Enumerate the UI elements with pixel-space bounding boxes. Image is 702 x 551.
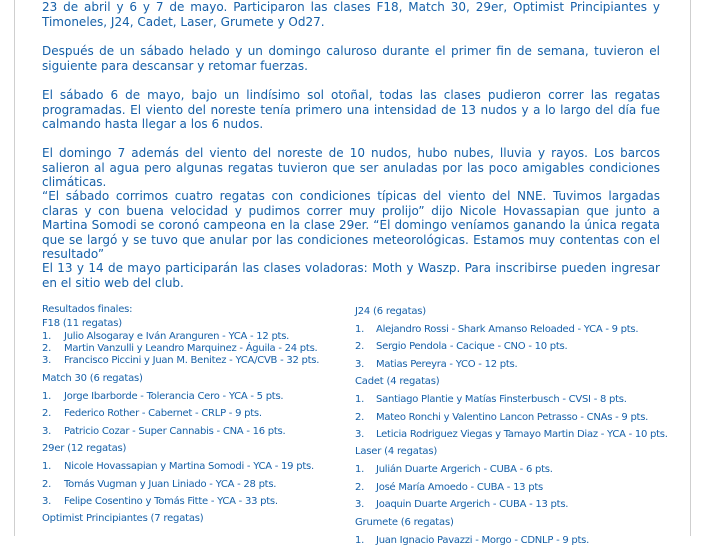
result-text: Juan Ignacio Pavazzi - Morgo - CDNLP - 9 pts.: [376, 534, 590, 546]
result-text: Felipe Cosentino y Tomás Fitte - YCA - 33 pts.: [64, 495, 278, 507]
result-text: Santiago Plantie y Matías Finsterbusch - CVSI - 8 pts.: [376, 394, 627, 406]
class-heading: F18 (11 regatas): [42, 318, 122, 329]
result-text: Julián Duarte Argerich - CUBA - 6 pts.: [376, 464, 553, 476]
results-title: Resultados finales:: [42, 304, 133, 315]
class-heading: Match 30 (6 regatas): [42, 373, 143, 384]
article-paragraph-quote: “El sábado corrimos cuatro regatas con condiciones típicas del viento del NNE. Tuvimos largadas claras y con buena velocidad y pudimos correr muy prolijo” dijo Nicole Hovassapian que junto a Martina Somodi se coronó campeona en la clase 29er. “El domingo veníamos ganando la única regata que se largó y se tuvo que anular por las condiciones meteorológicas. Estamos muy contentas con el resultado”: [42, 189, 660, 262]
result-rank: 2.: [42, 343, 52, 354]
result-text: Nicole Hovassapian y Martina Somodi - YCA - 19 pts.: [64, 461, 314, 473]
result-rank: 3.: [355, 499, 365, 511]
result-item: [355, 534, 695, 547]
result-rank: 1.: [355, 394, 365, 406]
result-rank: 3.: [42, 495, 52, 507]
result-text: Francisco Piccini y Juan M. Benitez - YCA/CVB - 32 pts.: [64, 355, 320, 366]
result-rank: 1.: [355, 464, 365, 476]
result-rank: 1.: [42, 391, 52, 402]
result-item: [42, 343, 347, 355]
result-text: Patricio Cozar - Super Cannabis - CNA - 16 pts.: [64, 425, 286, 437]
result-list: [42, 390, 347, 438]
class-heading: 29er (12 regatas): [42, 443, 127, 455]
result-item: [42, 390, 347, 403]
result-rank: 3.: [355, 358, 365, 370]
result-text: Federico Rother - Cabernet - CRLP - 9 pts.: [64, 408, 262, 420]
result-text: Alejandro Rossi - Shark Amanso Reloaded - YCA - 9 pts.: [376, 324, 639, 335]
result-list: [42, 331, 347, 367]
results-left-column: [42, 303, 347, 526]
result-rank: 3.: [42, 355, 52, 366]
class-heading: Optimist Principiantes (7 regatas): [42, 513, 204, 525]
result-text: Leticia Rodriguez Viegas y Tamayo Martin Diaz - YCA - 10 pts.: [376, 428, 668, 440]
result-text: Jorge Ibarborde - Tolerancia Cero - YCA - 5 pts.: [64, 391, 284, 402]
result-item: [355, 428, 695, 441]
result-item: [355, 340, 695, 353]
result-rank: 1.: [355, 324, 365, 335]
result-text: Sergio Pendola - Cacique - CNO - 10 pts.: [376, 341, 568, 353]
result-item: [355, 358, 695, 371]
results-class-grumete: [355, 516, 695, 547]
result-text: José María Amoedo - CUBA - 13 pts: [376, 481, 543, 493]
result-item: [42, 407, 347, 420]
result-list: [355, 534, 695, 547]
result-rank: 2.: [42, 408, 52, 420]
result-rank: 2.: [42, 478, 52, 490]
result-rank: 2.: [355, 481, 365, 493]
article-paragraph-participants: 23 de abril y 6 y 7 de mayo. Participaron las clases F18, Match 30, 29er, Optimist Principiantes y Timoneles, J24, Cadet, Laser, Grumete y Od27.: [42, 0, 660, 29]
result-item: [42, 425, 347, 438]
result-text: Mateo Ronchi y Valentino Lancon Petrasso - CNAs - 9 pts.: [376, 411, 649, 423]
results-class-29er: [42, 442, 347, 508]
result-item: [42, 495, 347, 508]
result-rank: 2.: [355, 341, 365, 353]
class-heading: Grumete (6 regatas): [355, 516, 454, 528]
class-heading: Cadet (4 regatas): [355, 376, 440, 388]
result-list: [355, 463, 695, 511]
article-paragraph-sunday: El domingo 7 además del viento del noreste de 10 nudos, hubo nubes, lluvia y rayos. Los barcos salieron al agua pero algunas regatas tuvieron que ser anuladas por las poco amigables condiciones climáticas.: [42, 146, 660, 190]
results-class-f18: [42, 317, 347, 367]
class-heading: J24 (6 regatas): [355, 306, 426, 317]
article-paragraph-next-event: El 13 y 14 de mayo participarán las clases voladoras: Moth y Waszp. Para inscribirse pueden ingresar en el sitio web del club.: [42, 261, 660, 290]
result-text: Julio Alsogaray e Iván Aranguren - YCA - 12 pts.: [64, 331, 290, 342]
result-item: [355, 498, 695, 511]
result-item: [355, 393, 695, 406]
result-item: [355, 411, 695, 424]
class-heading: Laser (4 regatas): [355, 446, 438, 458]
result-text: Joaquin Duarte Argerich - CUBA - 13 pts.: [376, 499, 569, 511]
result-item: [42, 331, 347, 343]
results-class-optimist-principiantes: [42, 512, 347, 525]
results-right-column: [355, 305, 695, 551]
results-class-j24: [355, 305, 695, 371]
results-class-laser: [355, 445, 695, 511]
result-list: [42, 460, 347, 508]
result-text: Matias Pereyra - YCO - 12 pts.: [376, 358, 518, 370]
result-list: [355, 393, 695, 441]
result-rank: 3.: [355, 428, 365, 440]
article-paragraph-weekend: Después de un sábado helado y un domingo caluroso durante el primer fin de semana, tuvieron el siguiente para descansar y retomar fuerzas.: [42, 44, 660, 73]
result-list: [355, 323, 695, 371]
result-item: [355, 481, 695, 494]
article-paragraph-saturday: El sábado 6 de mayo, bajo un lindísimo sol otoñal, todas las clases pudieron correr las regatas programadas. El viento del noreste tenía primero una intensidad de 13 nudos y a lo largo del día fue calmando hasta llegar a los 6 nudos.: [42, 88, 660, 132]
result-item: [355, 463, 695, 476]
results-class-match30: [42, 372, 347, 438]
result-text: Tomás Vugman y Juan Liniado - YCA - 28 pts.: [64, 478, 277, 490]
result-rank: 3.: [42, 425, 52, 437]
result-rank: 1.: [355, 534, 365, 546]
result-rank: 1.: [42, 331, 52, 342]
results-class-cadet: [355, 375, 695, 441]
result-item: [42, 478, 347, 491]
result-text: Martin Vanzulli y Leandro Marquinez - Águila - 24 pts.: [64, 343, 318, 354]
result-item: [42, 460, 347, 473]
result-item: [355, 323, 695, 336]
result-rank: 1.: [42, 461, 52, 473]
page-frame-left: [14, 0, 15, 536]
result-rank: 2.: [355, 411, 365, 423]
result-item: [42, 355, 347, 367]
